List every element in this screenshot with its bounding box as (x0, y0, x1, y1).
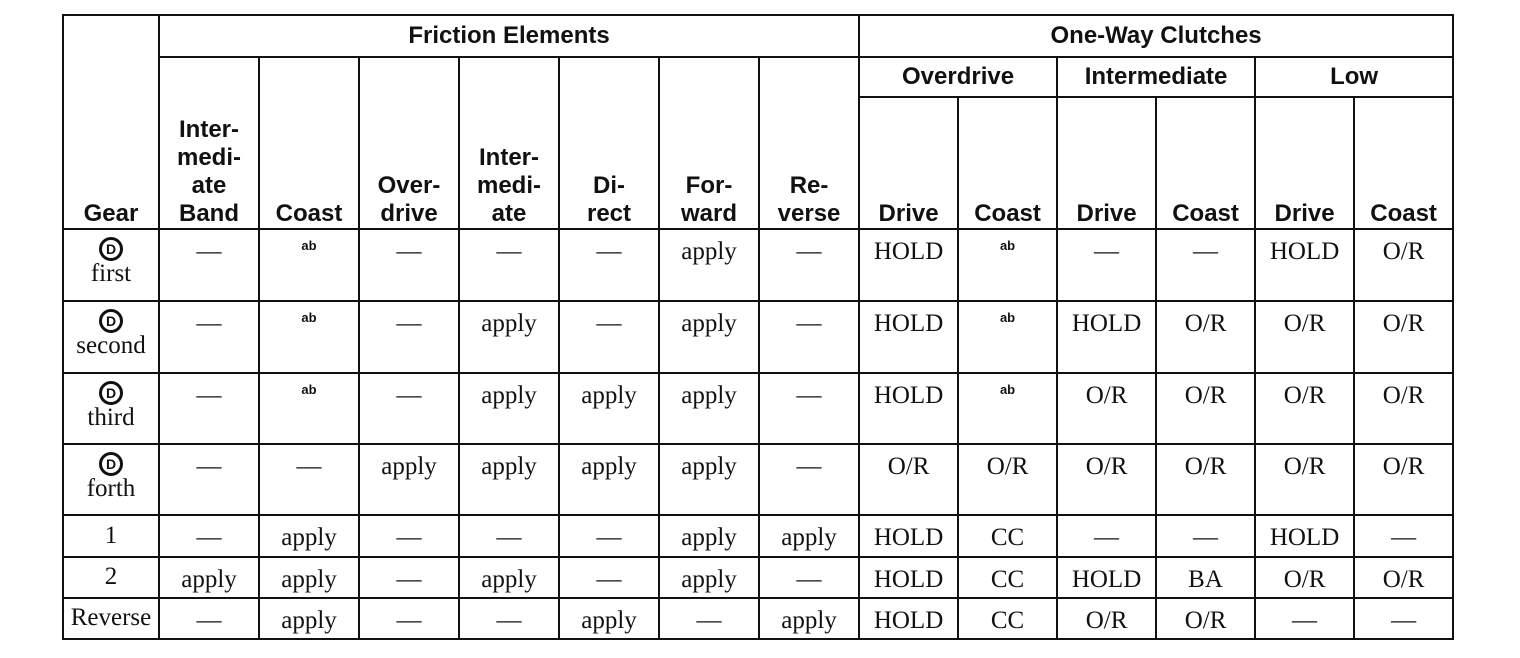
friction-elements-header: Friction Elements (159, 15, 859, 57)
table-row (63, 515, 1453, 556)
table-cell: — (159, 373, 259, 444)
drive-range-icon: D (99, 452, 123, 476)
table-cell: apply (759, 598, 859, 639)
table-cell: apply (459, 301, 559, 372)
overdrive-group-header: Overdrive (859, 57, 1057, 97)
table-cell: apply (659, 373, 759, 444)
table-cell: ab (259, 373, 359, 444)
table-cell: O/R (1255, 444, 1354, 515)
table-cell: — (1156, 515, 1255, 556)
table-cell: apply (659, 515, 759, 556)
gear-cell (63, 557, 159, 598)
table-cell: — (559, 229, 659, 301)
clutch-subcol-header: Coast (958, 97, 1057, 229)
column-header (359, 57, 459, 229)
table-cell: O/R (859, 444, 958, 515)
table-cell: — (359, 515, 459, 556)
table-cell: HOLD (859, 301, 958, 372)
table-cell: — (1156, 229, 1255, 301)
gear-label: first (90, 260, 132, 287)
table-cell: apply (459, 444, 559, 515)
table-cell: — (1057, 229, 1156, 301)
table-body (63, 229, 1453, 639)
table-cell: ab (958, 301, 1057, 372)
column-header-line: Di- (593, 172, 625, 199)
column-header-line: ate (191, 172, 227, 199)
gear-label: second (76, 332, 146, 360)
table-cell: — (759, 373, 859, 444)
gear-application-table (62, 14, 1454, 640)
table-cell: O/R (1057, 444, 1156, 515)
table-cell: — (759, 557, 859, 598)
table-cell: apply (559, 444, 659, 515)
table-cell: — (659, 598, 759, 639)
table-cell: — (559, 515, 659, 556)
table-cell: — (459, 598, 559, 639)
table-cell: O/R (1057, 373, 1156, 444)
table-cell: — (1255, 598, 1354, 639)
table-cell: O/R (1156, 444, 1255, 515)
clutch-subcol-header: Drive (1255, 97, 1354, 229)
table-cell: — (759, 444, 859, 515)
table-cell: — (359, 373, 459, 444)
table-cell: HOLD (859, 515, 958, 556)
column-header (659, 57, 759, 229)
table-cell: O/R (1156, 301, 1255, 372)
table-cell: HOLD (859, 598, 958, 639)
clutch-subcol-header: Coast (1156, 97, 1255, 229)
table-cell: — (359, 598, 459, 639)
table-cell: ab (958, 373, 1057, 444)
low-group-header: Low (1255, 57, 1453, 97)
column-header-line: ate (491, 200, 527, 227)
table-cell: — (159, 229, 259, 301)
drive-range-icon: D (99, 309, 123, 333)
table-cell: BA (1156, 557, 1255, 598)
table-cell: apply (659, 557, 759, 598)
gear-cell (63, 229, 159, 301)
table-cell: apply (259, 557, 359, 598)
clutch-subcol-header: Coast (1354, 97, 1453, 229)
gear-cell (63, 598, 159, 639)
table-cell: apply (759, 515, 859, 556)
table-cell: apply (659, 229, 759, 301)
gear-label: forth (86, 475, 136, 503)
table-cell: — (259, 444, 359, 515)
column-header-line: For- (685, 172, 733, 199)
table-header (63, 15, 1453, 229)
table-cell: — (159, 598, 259, 639)
column-header-line: Coast (275, 200, 343, 227)
drive-range-icon: D (99, 381, 123, 405)
gear-cell (63, 444, 159, 515)
table-cell: — (159, 515, 259, 556)
one-way-clutches-header: One-Way Clutches (859, 15, 1453, 57)
table-cell: O/R (1354, 557, 1453, 598)
table-cell: ab (958, 229, 1057, 301)
table-cell: — (359, 557, 459, 598)
gear-label: third (87, 403, 135, 431)
table-cell: HOLD (1255, 515, 1354, 556)
table-cell: HOLD (1255, 229, 1354, 301)
table-cell: apply (159, 557, 259, 598)
table-cell: — (359, 229, 459, 301)
table-cell: apply (459, 557, 559, 598)
table-cell: CC (958, 515, 1057, 556)
column-header-line: Inter- (179, 116, 239, 143)
intermediate-group-header: Intermediate (1057, 57, 1255, 97)
gear-cell (63, 301, 159, 372)
gear-label: Reverse (70, 604, 152, 632)
column-header-line: drive (380, 200, 438, 227)
table-cell: — (1057, 515, 1156, 556)
drive-range-icon: D (99, 237, 123, 261)
column-header-line: Inter- (479, 144, 539, 171)
table-cell: — (559, 557, 659, 598)
table-row (63, 598, 1453, 639)
table-cell: — (759, 301, 859, 372)
table-cell: apply (359, 444, 459, 515)
table-cell: O/R (1354, 444, 1453, 515)
column-header-line: medi- (476, 172, 541, 199)
table-cell: apply (559, 598, 659, 639)
table-cell: O/R (1354, 229, 1453, 301)
column-header-line: Re- (789, 172, 829, 199)
table-cell: apply (559, 373, 659, 444)
table-cell: ab (259, 229, 359, 301)
table-cell: HOLD (859, 229, 958, 301)
column-header (559, 57, 659, 229)
table-cell: O/R (1156, 598, 1255, 639)
table-row (63, 373, 1453, 444)
table-cell: O/R (1156, 373, 1255, 444)
clutch-subcol-header: Drive (859, 97, 958, 229)
table-row (63, 557, 1453, 598)
table-cell: HOLD (859, 373, 958, 444)
gear-column-header: Gear (63, 15, 159, 229)
table-cell: — (1354, 598, 1453, 639)
table-cell: apply (659, 301, 759, 372)
table-cell: — (459, 229, 559, 301)
column-header-line: Over- (377, 172, 441, 199)
clutch-subcol-header: Drive (1057, 97, 1156, 229)
column-header (759, 57, 859, 229)
table-cell: — (359, 301, 459, 372)
table-cell: O/R (1255, 373, 1354, 444)
table-cell: O/R (1354, 373, 1453, 444)
table-cell: — (759, 229, 859, 301)
table-cell: — (159, 444, 259, 515)
column-header-line: rect (586, 200, 632, 227)
column-header-line: verse (777, 200, 841, 227)
table-cell: — (559, 301, 659, 372)
gear-cell (63, 373, 159, 444)
table-cell: CC (958, 557, 1057, 598)
table-row (63, 301, 1453, 372)
column-header-line: medi- (176, 144, 241, 171)
table-cell: O/R (1255, 301, 1354, 372)
table-row (63, 229, 1453, 301)
table-cell: O/R (1255, 557, 1354, 598)
table-cell: CC (958, 598, 1057, 639)
table-row (63, 444, 1453, 515)
column-header (259, 57, 359, 229)
table-cell: — (459, 515, 559, 556)
table-cell: — (159, 301, 259, 372)
table-cell: ab (259, 301, 359, 372)
table-cell: HOLD (859, 557, 958, 598)
table-cell: apply (259, 515, 359, 556)
table-cell: — (1354, 515, 1453, 556)
table-cell: O/R (1057, 598, 1156, 639)
table-cell: apply (259, 598, 359, 639)
gear-label: 1 (104, 521, 118, 549)
table-cell: apply (659, 444, 759, 515)
column-header-line: ward (680, 200, 737, 227)
column-header (159, 57, 259, 229)
column-header (459, 57, 559, 229)
table-cell: apply (459, 373, 559, 444)
gear-cell (63, 515, 159, 556)
table-cell: HOLD (1057, 301, 1156, 372)
table-cell: O/R (958, 444, 1057, 515)
column-header-line: Band (179, 200, 239, 227)
table-cell: O/R (1354, 301, 1453, 372)
gear-label: 2 (104, 563, 118, 591)
table-cell: HOLD (1057, 557, 1156, 598)
